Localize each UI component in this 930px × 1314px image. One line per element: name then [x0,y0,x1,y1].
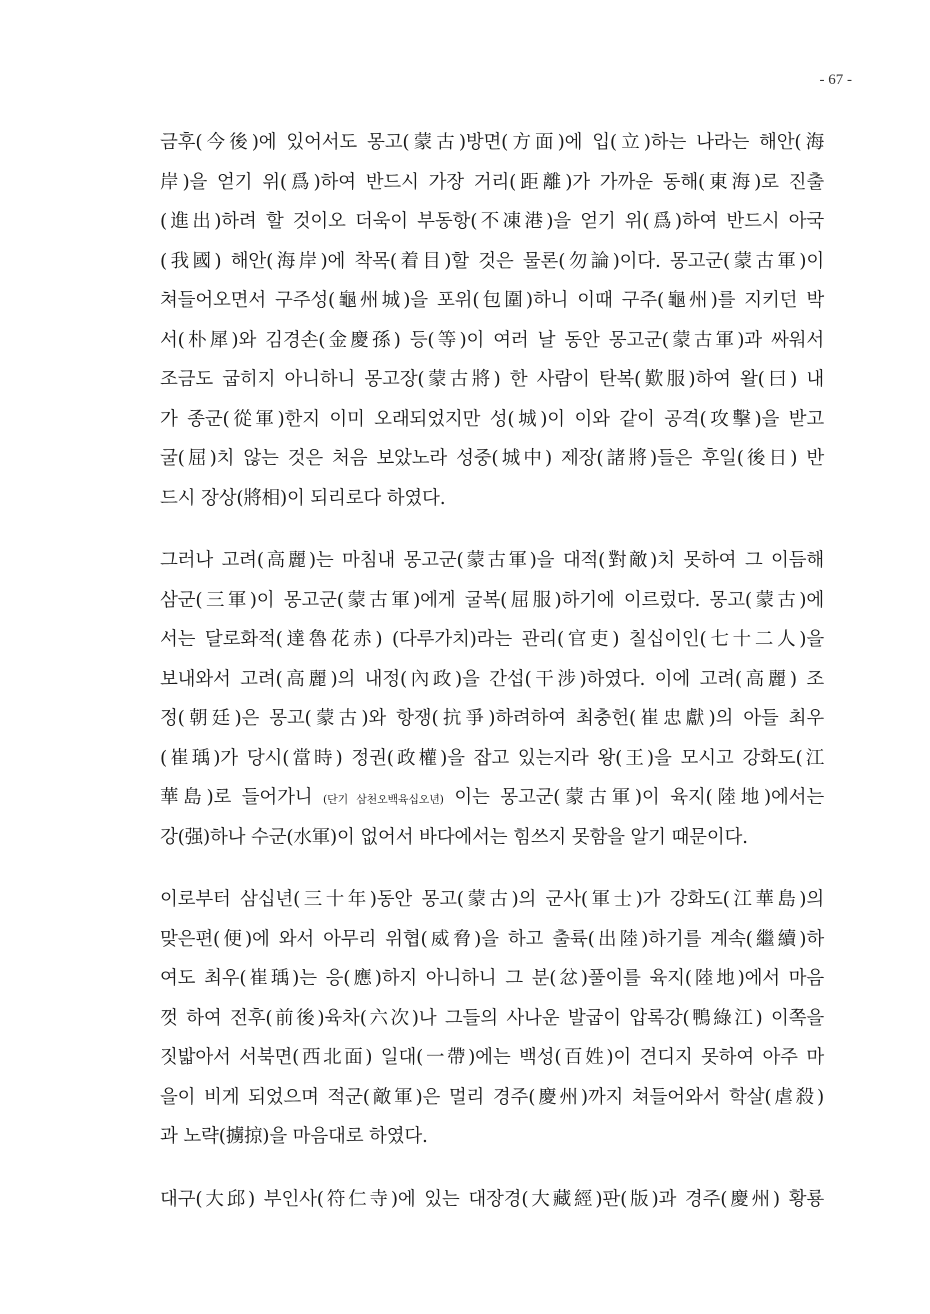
text-line: 강(强)하나 수군(水軍)이 없어서 바다에서는 힘쓰지 못함을 알기 때문이다. [160,826,748,848]
text-line: 이로부터 삼십년(三十年)동안 몽고(蒙古)의 군사(軍士)가 강화도(江華島)의 [160,889,824,910]
paragraph [160,541,824,857]
page-number: - 67 - [819,72,852,88]
text-line: 조금도 굽히지 아니하니 몽고장(蒙古將) 한 사람이 탄복(歎服)하여 왈(曰) 내 [160,369,824,390]
text-line: 을이 비게 되었으며 적군(敵軍)은 멀리 경주(慶州)까지 쳐들어와서 학살(虐殺) [160,1086,824,1108]
text-line-with-note [160,778,824,818]
text-segment: 華島)로 들어가니 [160,787,324,808]
text-line: 맞은편(便)에 와서 아무리 위협(威脅)을 하고 출륙(出陸)하기를 계속(繼續)하 [160,928,824,950]
text-line: 삼군(三軍)이 몽고군(蒙古軍)에게 굴복(屈服)하기에 이르렀다. 몽고(蒙古)에 [160,589,824,611]
text-line: 드시 장상(將相)이 되리로다 하였다. [160,487,446,509]
text-line: 그러나 고려(高麗)는 마침내 몽고군(蒙古軍)을 대적(對敵)치 못하여 그 이듬해 [160,550,824,571]
text-line: (崔瑀)가 당시(當時) 정권(政權)을 잡고 있는지라 왕(王)을 모시고 강화도(江 [160,747,824,769]
text-line: 서(朴犀)와 김경손(金慶孫) 등(等)이 여러 날 동안 몽고군(蒙古軍)과 싸워서 [160,329,824,351]
date-note: (단기 삼천오백육십오년) [323,793,444,806]
text-line: 정(朝廷)은 몽고(蒙古)와 항쟁(抗爭)하려하여 최충헌(崔忠獻)의 아들 최우 [160,708,824,729]
document-body [160,123,824,1242]
text-line: 굴(屈)치 않는 것은 처음 보았노라 성중(城中) 제장(諸將)들은 후일(後日) 반 [160,448,824,469]
text-segment: 이는 몽고군(蒙古軍)이 육지(陸地)에서는 [443,787,824,808]
paragraph [160,123,824,518]
text-line: 쳐들어오면서 구주성(龜州城)을 포위(包圍)하니 이때 구주(龜州)를 지키던 박 [160,290,824,311]
text-line: 가 종군(從軍)한지 이미 오래되었지만 성(城)이 이와 같이 공격(攻擊)을 받고 [160,408,824,430]
text-line: 과 노략(擄掠)을 마음대로 하였다. [160,1126,428,1147]
text-line: (我國) 해안(海岸)에 착목(着目)할 것은 물론(勿論)이다. 몽고군(蒙古軍)이 [160,250,824,272]
text-line: 껏 하여 전후(前後)육차(六次)나 그들의 사나운 발굽이 압록강(鴨綠江) 이쪽을 [160,1007,824,1029]
text-line: 岸)을 얻기 위(爲)하여 반드시 가장 거리(距離)가 가까운 동해(東海)로 진출 [160,171,824,193]
text-line: (進出)하려 할 것이오 더욱이 부동항(不凍港)을 얻기 위(爲)하여 반드시 아국 [160,211,824,232]
text-line: 여도 최우(崔瑀)는 응(應)하지 아니하니 그 분(忿)풀이를 육지(陸地)에서 마음 [160,968,824,989]
text-line: 금후(今後)에 있어서도 몽고(蒙古)방면(方面)에 입(立)하는 나라는 해안(海 [160,132,824,153]
text-line: 짓밟아서 서북면(西北面) 일대(一帶)에는 백성(百姓)이 견디지 못하여 아주 마 [160,1047,824,1068]
paragraph [160,1180,824,1220]
text-line: 보내와서 고려(高麗)의 내정(內政)을 간섭(干涉)하였다. 이에 고려(高麗) 조 [160,668,824,690]
text-line: 대구(大邱) 부인사(符仁寺)에 있는 대장경(大藏經)판(版)과 경주(慶州) 황룡 [160,1188,824,1210]
text-line: 서는 달로화적(達魯花赤) (다루가치)라는 관리(官吏) 칠십이인(七十二人)을 [160,629,824,650]
paragraph [160,880,824,1157]
